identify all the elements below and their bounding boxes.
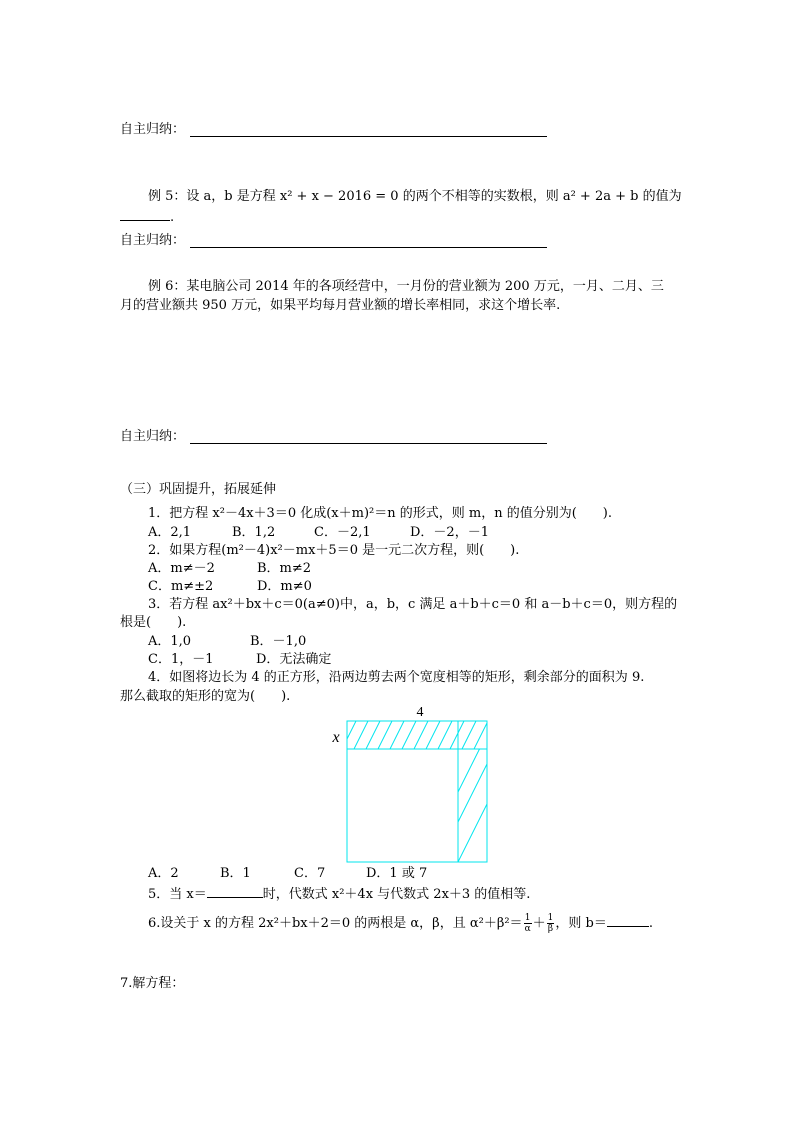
question-4-option-c[interactable]: C．7: [294, 866, 326, 881]
question-2-option-c[interactable]: C．m≠±2: [148, 579, 214, 594]
example-5-tail: .: [120, 208, 174, 226]
question-3-option-b[interactable]: B．－1,0: [250, 634, 307, 649]
square-figure: [328, 700, 498, 866]
question-1-option-c[interactable]: C．－2,1: [314, 525, 371, 540]
question-1-option-a[interactable]: A．2,1: [148, 525, 192, 540]
question-2-option-b[interactable]: B．m≠2: [257, 561, 312, 576]
example-5-text: 例 5：设 a，b 是方程 x² + x − 2016 = 0 的两个不相等的实数根，则 a² + 2a + b 的值为: [148, 189, 682, 204]
question-3-line-1: 3．若方程 ax²＋bx＋c＝0(a≠0)中，a，b，c 满足 a＋b＋c＝0 和 a－b＋c＝0，则方程的: [148, 597, 678, 612]
hatched-strip-right: [438, 732, 498, 862]
question-4-option-d[interactable]: D．1 或 7: [366, 866, 428, 881]
fill-blank[interactable]: [607, 914, 649, 927]
summary-label: 自主归纳：: [120, 122, 186, 137]
question-4-line-1: 4．如图将边长为 4 的正方形，沿两边剪去两个宽度相等的矩形，剩余部分的面积为 9.: [148, 670, 645, 685]
question-3-line-2: 根是( ).: [120, 615, 187, 630]
fill-blank[interactable]: [120, 208, 170, 221]
question-5: 5．当 x＝ 时，代数式 x²＋4x 与代数式 2x＋3 的值相等.: [148, 887, 531, 902]
question-3-option-c[interactable]: C．1，－1: [148, 652, 214, 667]
figure-side-label: x: [332, 729, 340, 746]
summary-label: 自主归纳：: [120, 233, 186, 248]
figure-top-label: 4: [416, 705, 424, 720]
hatched-strip-top: [342, 721, 488, 749]
question-2-stem: 2．如果方程(m²－4)x²－mx＋5＝0 是一元二次方程，则( ).: [148, 543, 520, 558]
answer-line[interactable]: [190, 443, 547, 444]
fill-blank[interactable]: [207, 885, 263, 898]
example-6-line-2: 月的营业额共 950 万元，如果平均每月营业额的增长率相同，求这个增长率.: [120, 298, 561, 313]
question-1-stem: 1．把方程 x²－4x＋3＝0 化成(x＋m)²＝n 的形式，则 m，n 的值分别为( ).: [148, 506, 612, 521]
answer-line[interactable]: [190, 247, 547, 248]
question-4-option-b[interactable]: B．1: [220, 866, 251, 881]
answer-line[interactable]: [190, 136, 547, 137]
question-4-line-2: 那么截取的矩形的宽为( ).: [120, 689, 291, 704]
question-3-option-a[interactable]: A．1,0: [148, 634, 192, 649]
question-3-option-d[interactable]: D．无法确定: [256, 652, 332, 667]
question-6: 6.设关于 x 的方程 2x²＋bx＋2＝0 的两根是 α，β，且 α²＋β²＝ $\frac{1}{\alpha}$ ＋ $\frac{1}{\beta}$ ，则 b＝ .: [148, 913, 653, 934]
example-6-line-1: 例 6：某电脑公司 2014 年的各项经营中，一月份的营业额为 200 万元，一月、二月、三: [148, 279, 664, 294]
question-1-option-d[interactable]: D．－2，－1: [410, 525, 489, 540]
question-1-option-b[interactable]: B．1,2: [232, 525, 276, 540]
fraction: $\frac{1}{\alpha}$: [524, 913, 531, 934]
fraction: $\frac{1}{\beta}$: [547, 913, 554, 934]
question-7: 7.解方程：: [120, 976, 185, 991]
section-title: （三）巩固提升，拓展延伸: [120, 482, 277, 497]
question-2-option-a[interactable]: A．m≠－2: [148, 561, 215, 576]
question-2-option-d[interactable]: D．m≠0: [257, 579, 312, 594]
question-4-option-a[interactable]: A．2: [148, 866, 179, 881]
summary-label: 自主归纳：: [120, 429, 186, 444]
